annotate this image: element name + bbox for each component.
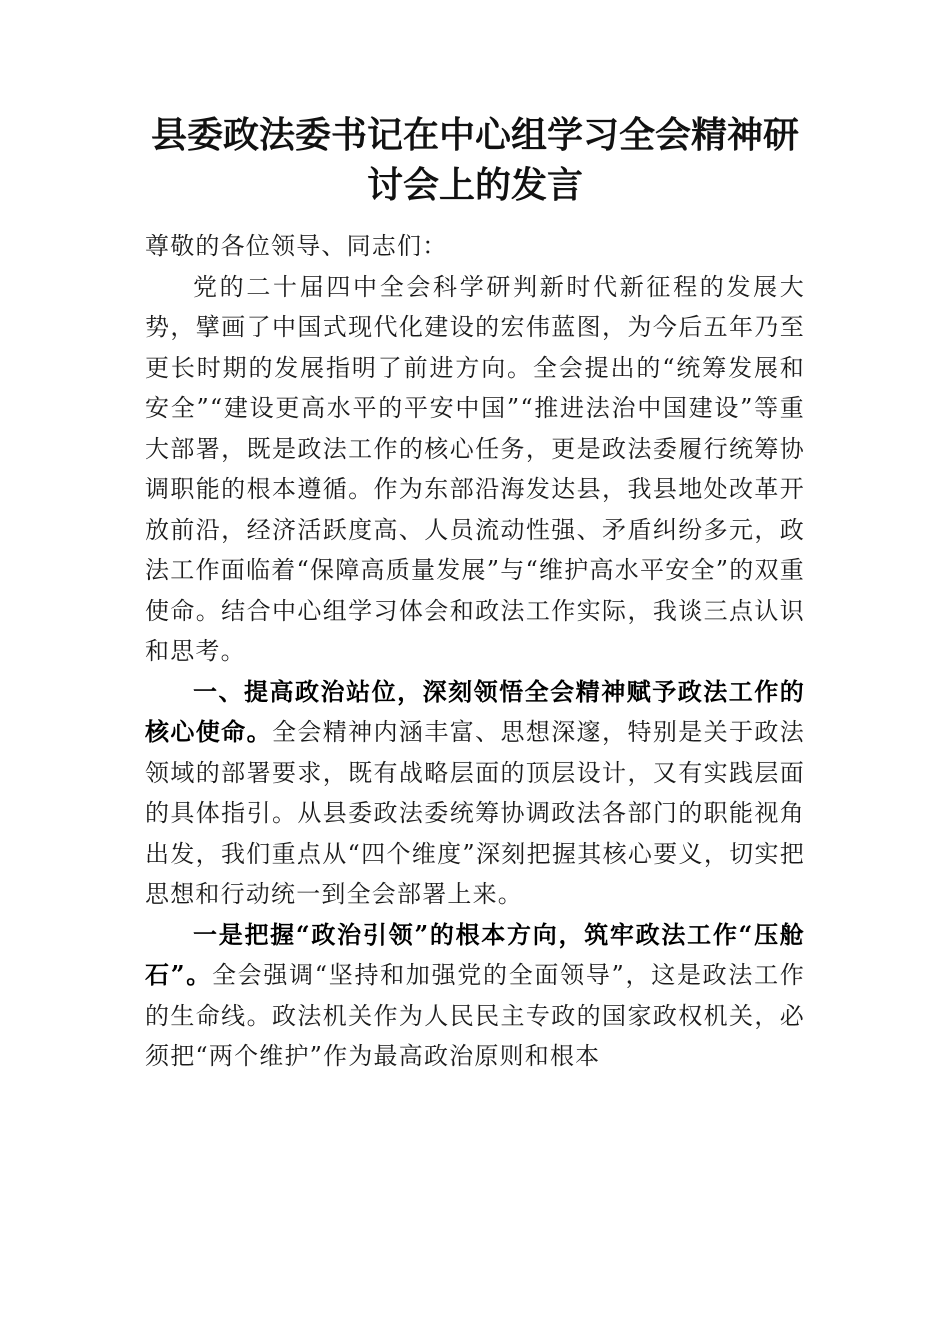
title-line-1: 县委政法委书记在中心组学习全会精神研: [150, 114, 799, 156]
salutation: 尊敬的各位领导、同志们：: [145, 232, 448, 260]
title-line-2: 讨会上的发言: [366, 164, 583, 206]
paragraph-point-1-text: 全会强调“坚持和加强党的全面领导”，这是政法工作的生命线。政法机关作为人民民主专政的国家政权机关，必须把“两个维护”作为最高政治原则和根本: [145, 961, 805, 1070]
paragraph-point-1: [145, 915, 805, 1077]
paragraph-section-1: [145, 672, 805, 915]
section-heading-1: 一、提高政治站位，深刻领悟全会精神赋予政法工作的核心使命。: [145, 676, 805, 746]
paragraph-intro-text: 党的二十届四中全会科学研判新时代新征程的发展大势，擘画了中国式现代化建设的宏伟蓝图，为今后五年乃至更长时期的发展指明了前进方向。全会提出的“统筹发展和安全”“建设更高水平的平安中国”“推进法治中国建设”等重大部署，既是政法工作的核心任务，更是政法委履行统筹协调职能的根本遵循。作为东部沿海发达县，我县地处改革开放前沿，经济活跃度高、人员流动性强、矛盾纠纷多元，政法工作面临着“保障高质量发展”与“维护高水平安全”的双重使命。结合中心组学习体会和政法工作实际，我谈三点认识和思考。: [145, 272, 805, 665]
paragraph-section-1-text: 全会精神内涵丰富、思想深邃，特别是关于政法领域的部署要求，既有战略层面的顶层设计，又有实践层面的具体指引。从县委政法委统筹协调政法各部门的职能视角出发，我们重点从“四个维度”深刻把握其核心要义，切实把思想和行动统一到全会部署上来。: [145, 718, 806, 908]
document-title: [100, 110, 850, 210]
point-heading-1: 一是把握“政治引领”的根本方向，筑牢政法工作“压舱石”。: [145, 919, 805, 989]
paragraph-intro: [145, 267, 805, 672]
document-body: [145, 226, 805, 1077]
